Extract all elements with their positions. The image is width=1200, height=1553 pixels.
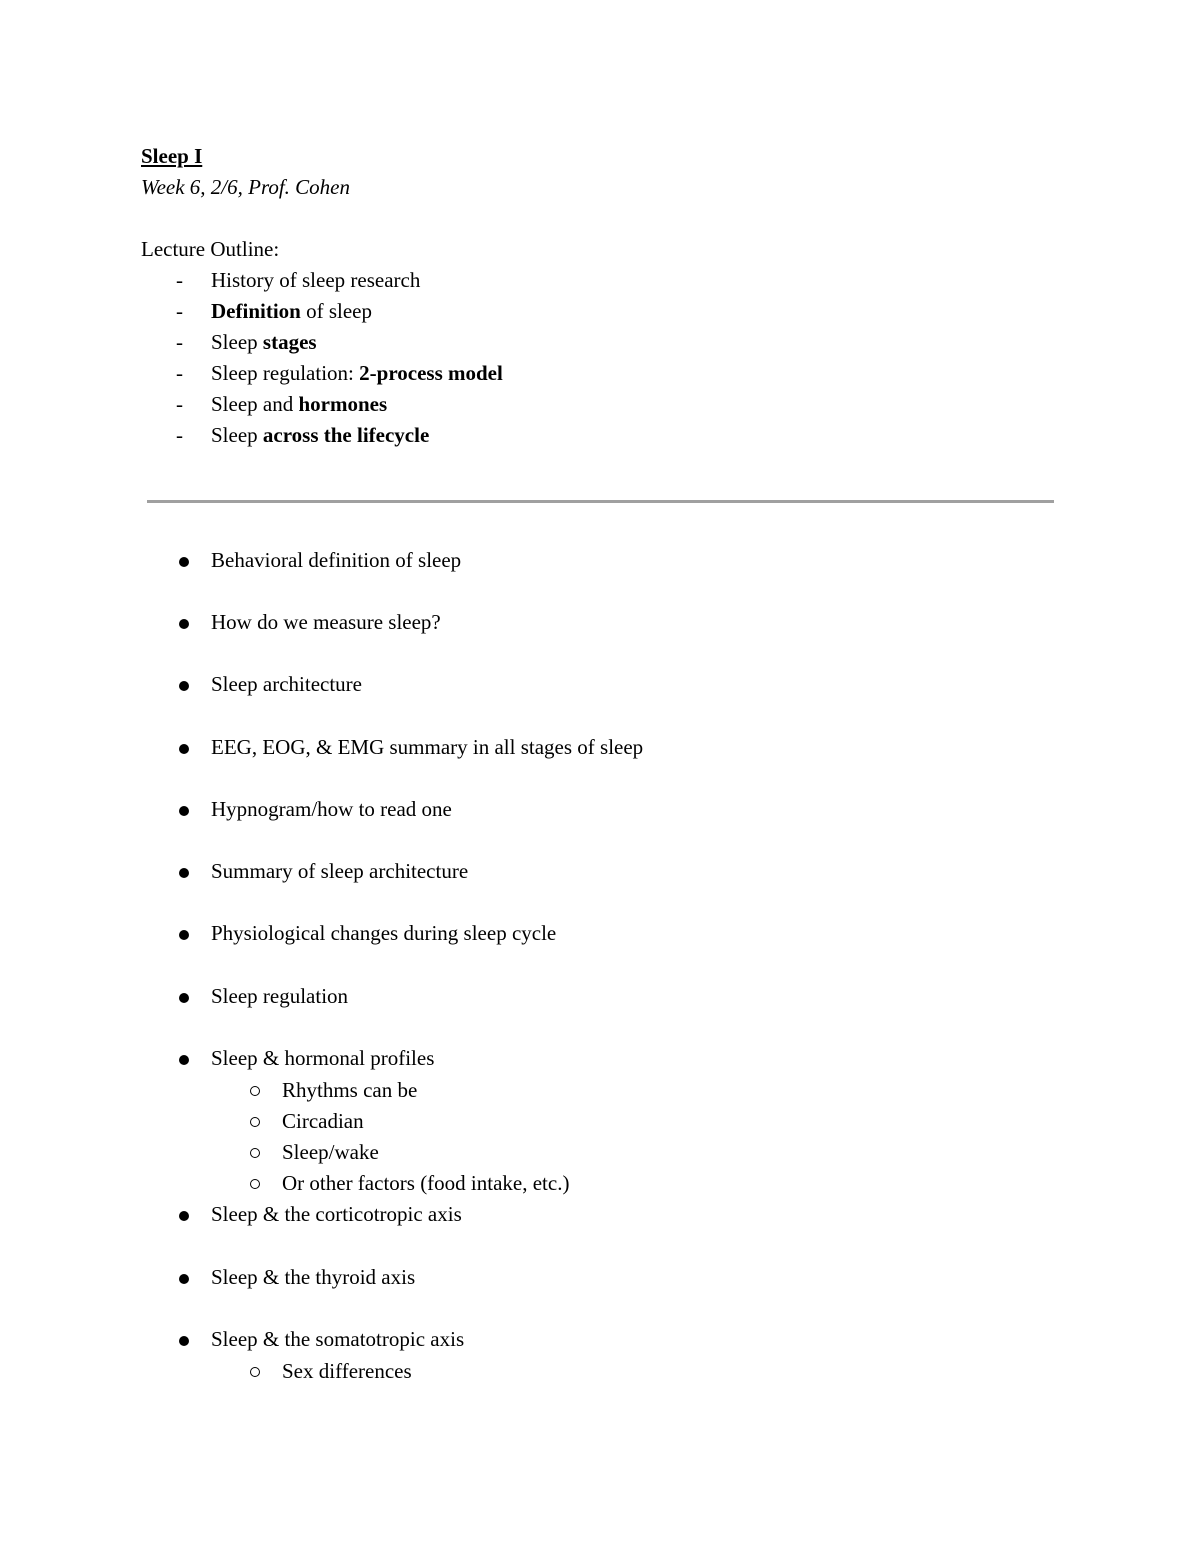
outline-item-text: Sleep and hormones xyxy=(211,392,388,416)
outline-item-text: Sleep across the lifecycle xyxy=(211,423,430,447)
bullet-icon xyxy=(179,930,189,940)
bullet-icon xyxy=(179,744,189,754)
dash-marker: - xyxy=(176,423,183,447)
topic-text: EEG, EOG, & EMG summary in all stages of sleep xyxy=(211,735,644,759)
hollow-bullet-icon xyxy=(250,1148,260,1158)
topic-text: Sleep & the corticotropic axis xyxy=(211,1202,462,1226)
sub-item-text: Circadian xyxy=(282,1109,364,1133)
outline-item-text: Definition of sleep xyxy=(211,299,372,323)
topic-text: Sleep & the thyroid axis xyxy=(211,1265,416,1289)
topic-text: Physiological changes during sleep cycle xyxy=(211,921,557,945)
hollow-bullet-icon xyxy=(250,1117,260,1127)
bullet-icon xyxy=(179,681,189,691)
topic-text: Sleep architecture xyxy=(211,672,362,696)
outline-item-text: History of sleep research xyxy=(211,268,421,292)
topic-text: Summary of sleep architecture xyxy=(211,859,469,883)
topic-text: How do we measure sleep? xyxy=(211,610,441,634)
sub-item-text: Sleep/wake xyxy=(282,1140,379,1164)
hollow-bullet-icon xyxy=(250,1367,260,1377)
sub-item-text: Or other factors (food intake, etc.) xyxy=(282,1171,570,1195)
sub-item-text: Rhythms can be xyxy=(282,1078,418,1102)
bullet-icon xyxy=(179,619,189,629)
dash-marker: - xyxy=(176,392,183,416)
topic-text: Sleep regulation xyxy=(211,984,349,1008)
horizontal-divider xyxy=(147,500,1054,503)
outline-item-text: Sleep regulation: 2-process model xyxy=(211,361,503,385)
hollow-bullet-icon xyxy=(250,1086,260,1096)
dash-marker: - xyxy=(176,361,183,385)
bullet-icon xyxy=(179,806,189,816)
bullet-icon xyxy=(179,1336,189,1346)
sub-item-text: Sex differences xyxy=(282,1359,412,1383)
dash-marker: - xyxy=(176,299,183,323)
bullet-icon xyxy=(179,1274,189,1284)
topic-text: Hypnogram/how to read one xyxy=(211,797,452,821)
hollow-bullet-icon xyxy=(250,1179,260,1189)
outline-heading: Lecture Outline: xyxy=(141,237,280,261)
bullet-icon xyxy=(179,557,189,567)
dash-marker: - xyxy=(176,268,183,292)
topic-text: Sleep & the somatotropic axis xyxy=(211,1327,465,1351)
page-title: Sleep I xyxy=(141,144,203,168)
bullet-icon xyxy=(179,1055,189,1065)
outline-item-text: Sleep stages xyxy=(211,330,317,354)
dash-marker: - xyxy=(176,330,183,354)
bullet-icon xyxy=(179,1211,189,1221)
lecture-info: Week 6, 2/6, Prof. Cohen xyxy=(141,175,350,199)
topic-text: Behavioral definition of sleep xyxy=(211,548,462,572)
topic-text: Sleep & hormonal profiles xyxy=(211,1046,435,1070)
bullet-icon xyxy=(179,993,189,1003)
bullet-icon xyxy=(179,868,189,878)
